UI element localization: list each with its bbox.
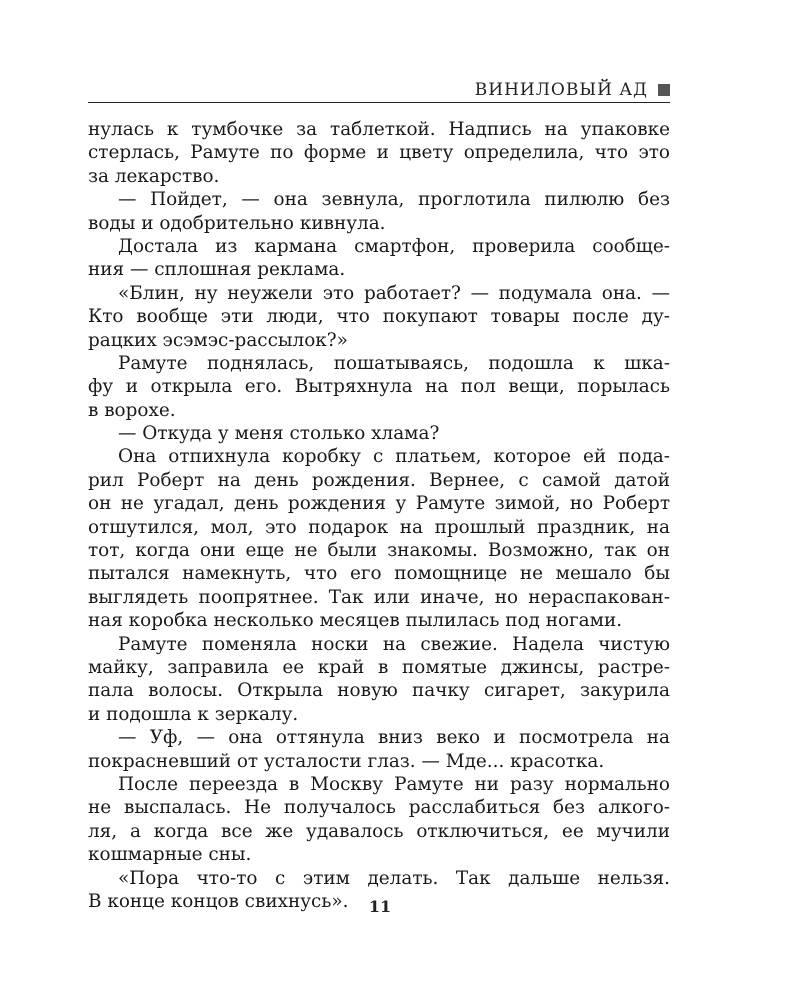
text-line: пытался намекнуть, что его помощнице не мешало бы <box>88 563 670 585</box>
text-line: пала волосы. Открыла новую пачку сигарет, закурила <box>88 680 670 702</box>
text-line: ля, а когда все же удавалось отключиться, ее мучили <box>88 820 670 842</box>
text-line: «Пора что-то с этим делать. Так дальше нельзя. <box>118 867 670 889</box>
text-line: за лекарство. <box>88 165 220 187</box>
text-line: ния — сплошная реклама. <box>88 259 346 281</box>
square-marker-icon <box>658 84 670 96</box>
body-text <box>88 118 670 913</box>
text-line: Кто вообще эти люди, что покупают товары после ду- <box>88 306 670 328</box>
text-line: не выспалась. Не получалось расслабиться без алкого- <box>88 797 670 819</box>
text-line: воды и одобрительно кивнула. <box>88 212 386 234</box>
text-line: «Блин, ну неужели это работает? — подумала она. — <box>118 282 670 304</box>
text-line: кошмарные сны. <box>88 844 252 866</box>
text-line: — Уф, — она оттянула вниз веко и посмотрела на <box>118 727 670 749</box>
text-line: рацких эсэмэс-рассылок?» <box>88 329 348 351</box>
text-line: отшутился, мол, это подарок на прошлый праздник, на <box>88 516 670 538</box>
text-line: нулась к тумбочке за таблеткой. Надпись на упаковке <box>88 119 670 140</box>
text-line: рил Роберт на день рождения. Вернее, с самой датой <box>88 469 670 491</box>
text-line: После переезда в Москву Рамуте ни разу нормально <box>118 773 670 795</box>
text-line: Она отпихнула коробку с платьем, которое ей пода- <box>118 446 670 468</box>
text-line: выглядеть поопрятнее. Так или иначе, но нераспакован- <box>88 586 670 608</box>
text-line: Достала из кармана смартфон, проверила сообще- <box>118 235 670 257</box>
running-header <box>88 78 670 103</box>
text-line: В конце концов свихнусь». <box>88 890 349 912</box>
text-line: майку, заправила ее край в помятые джинсы, растре- <box>88 656 670 678</box>
text-line: тот, когда они еще не были знакомы. Возможно, так он <box>88 540 670 562</box>
text-line: — Откуда у меня столько хлама? <box>118 423 440 445</box>
text-line: фу и открыла его. Вытряхнула на пол вещи, порылась <box>88 376 670 398</box>
text-line: он не угадал, день рождения у Рамуте зимой, но Роберт <box>88 493 670 515</box>
text-line: покрасневший от усталости глаз. — Мде... красотка. <box>88 750 605 772</box>
page-number: 11 <box>368 897 392 916</box>
running-title: ВИНИЛОВЫЙ АД <box>474 80 648 100</box>
text-line: Рамуте поднялась, пошатываясь, подошла к шка- <box>118 352 670 374</box>
text-line: Рамуте поменяла носки на свежие. Надела чистую <box>118 633 670 655</box>
text-line: ная коробка несколько месяцев пылилась под ногами. <box>88 610 623 632</box>
text-line: и подошла к зеркалу. <box>88 703 299 725</box>
text-line: в ворохе. <box>88 399 176 421</box>
text-line: — Пойдет, — она зевнула, проглотила пилюлю без <box>118 189 670 211</box>
text-line: стерлась, Рамуте по форме и цвету определила, что это <box>88 142 670 164</box>
